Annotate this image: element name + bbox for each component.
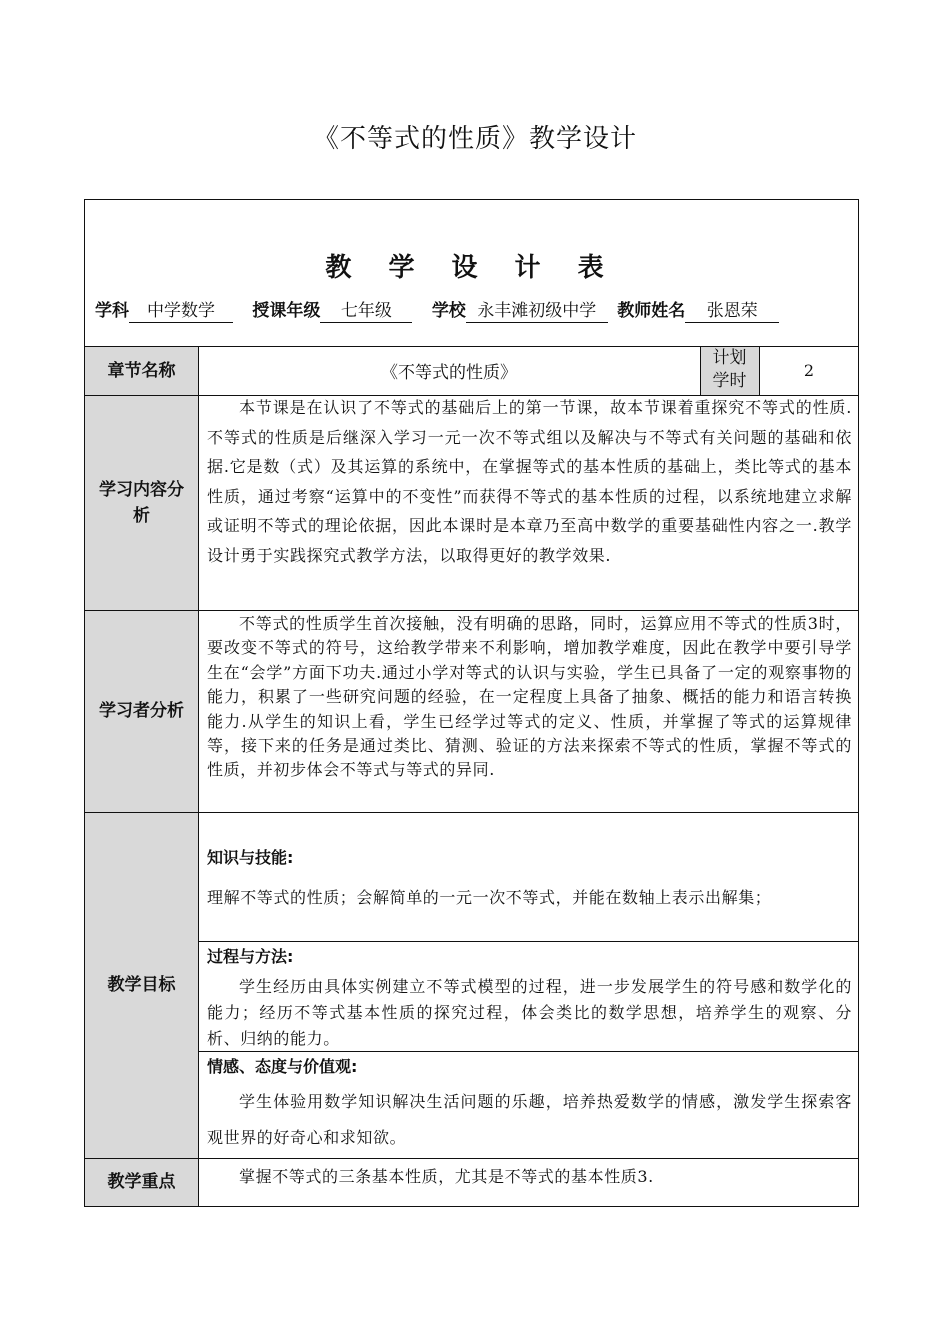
- hours-label: [700, 346, 759, 395]
- row-divider: [84, 610, 859, 611]
- hours-label-line-1: 计划: [712, 348, 747, 368]
- content-analysis-text: 本节课是在认识了不等式的基础后上的第一节课，故本节课着重探究不等式的性质.不等式的性质是后继深入学习一元一次不等式组以及解决与不等式有关问题的基础和依据.它是数（式）及其运算的系统中，在掌握等式的基本性质的基础上，类比等式的基本性质，通过考察“运算中的不变性”而获得不等式的基本性质的过程，以系统地建立求解或证明不等式的理论依据，因此本课时是本章乃至高中数学的重要基础性内容之一.教学设计勇于实践探究式教学方法，以取得更好的教学效果.: [207, 398, 852, 565]
- knowledge-text: 理解不等式的性质；会解简单的一元一次不等式，并能在数轴上表示出解集；: [207, 888, 772, 907]
- emotion-title: 情感、态度与价值观:: [207, 1057, 358, 1076]
- content-analysis-label: 学习内容分析: [99, 479, 184, 526]
- process-title: 过程与方法:: [207, 947, 294, 966]
- grade-label: 授课年级: [252, 301, 321, 321]
- teacher-value: 张恩荣: [685, 300, 779, 323]
- school-label: 学校: [431, 301, 466, 321]
- chapter-value: 《不等式的性质》: [381, 363, 517, 383]
- chapter-label: 章节名称: [107, 360, 176, 381]
- document-title: 《不等式的性质》教学设计: [312, 124, 637, 154]
- key-point-label: 教学重点: [107, 1172, 176, 1192]
- grade-value: 七年级: [320, 300, 412, 323]
- key-point-text: 掌握不等式的三条基本性质，尤其是不等式的基本性质3.: [239, 1167, 654, 1186]
- knowledge-title: 知识与技能:: [207, 848, 294, 867]
- row-divider: [84, 812, 859, 813]
- subject-value: 中学数学: [129, 300, 233, 323]
- objectives-label: 教学目标: [107, 975, 176, 995]
- sub-row-divider: [198, 941, 859, 942]
- learner-analysis-text: 不等式的性质学生首次接触，没有明确的思路，同时，运算应用不等式的性质3时，要改变不等式的符号，这给教学带来不利影响，增加教学难度，因此在教学中要引导学生在“会学”方面下功夫.通过小学对等式的认识与实验，学生已具备了一定的观察事物的能力，积累了一些研究问题的经验，在一定程度上具备了抽象、概括的能力和语言转换能力.从学生的知识上看，学生已经学过等式的定义、性质，并掌握了等式的运算规律等，接下来的任务是通过类比、猜测、验证的方法来探索不等式的性质，掌握不等式的性质，并初步体会不等式与等式的异同.: [207, 614, 852, 780]
- emotion-text: 学生体验用数学知识解决生活问题的乐趣，培养热爱数学的情感，激发学生探索客观世界的好奇心和求知欲。: [207, 1092, 852, 1147]
- subject-label: 学科: [95, 301, 129, 321]
- teacher-label: 教师姓名: [617, 301, 686, 321]
- info-row: [95, 296, 779, 323]
- process-text: 学生经历由具体实例建立不等式模型的过程，进一步发展学生的符号感和数学化的能力；经历不等式基本性质的探究过程，体会类比的数学思想，培养学生的观察、分析、归纳的能力。: [207, 977, 852, 1048]
- hours-label-line-2: 学时: [712, 371, 747, 391]
- table-heading: 教 学 设 计 表: [325, 253, 618, 283]
- row-divider: [84, 1158, 859, 1159]
- column-divider: [198, 346, 199, 1206]
- learner-analysis-label: 学习者分析: [99, 701, 184, 721]
- hours-value: 2: [803, 361, 815, 380]
- school-value: 永丰滩初级中学: [466, 300, 608, 323]
